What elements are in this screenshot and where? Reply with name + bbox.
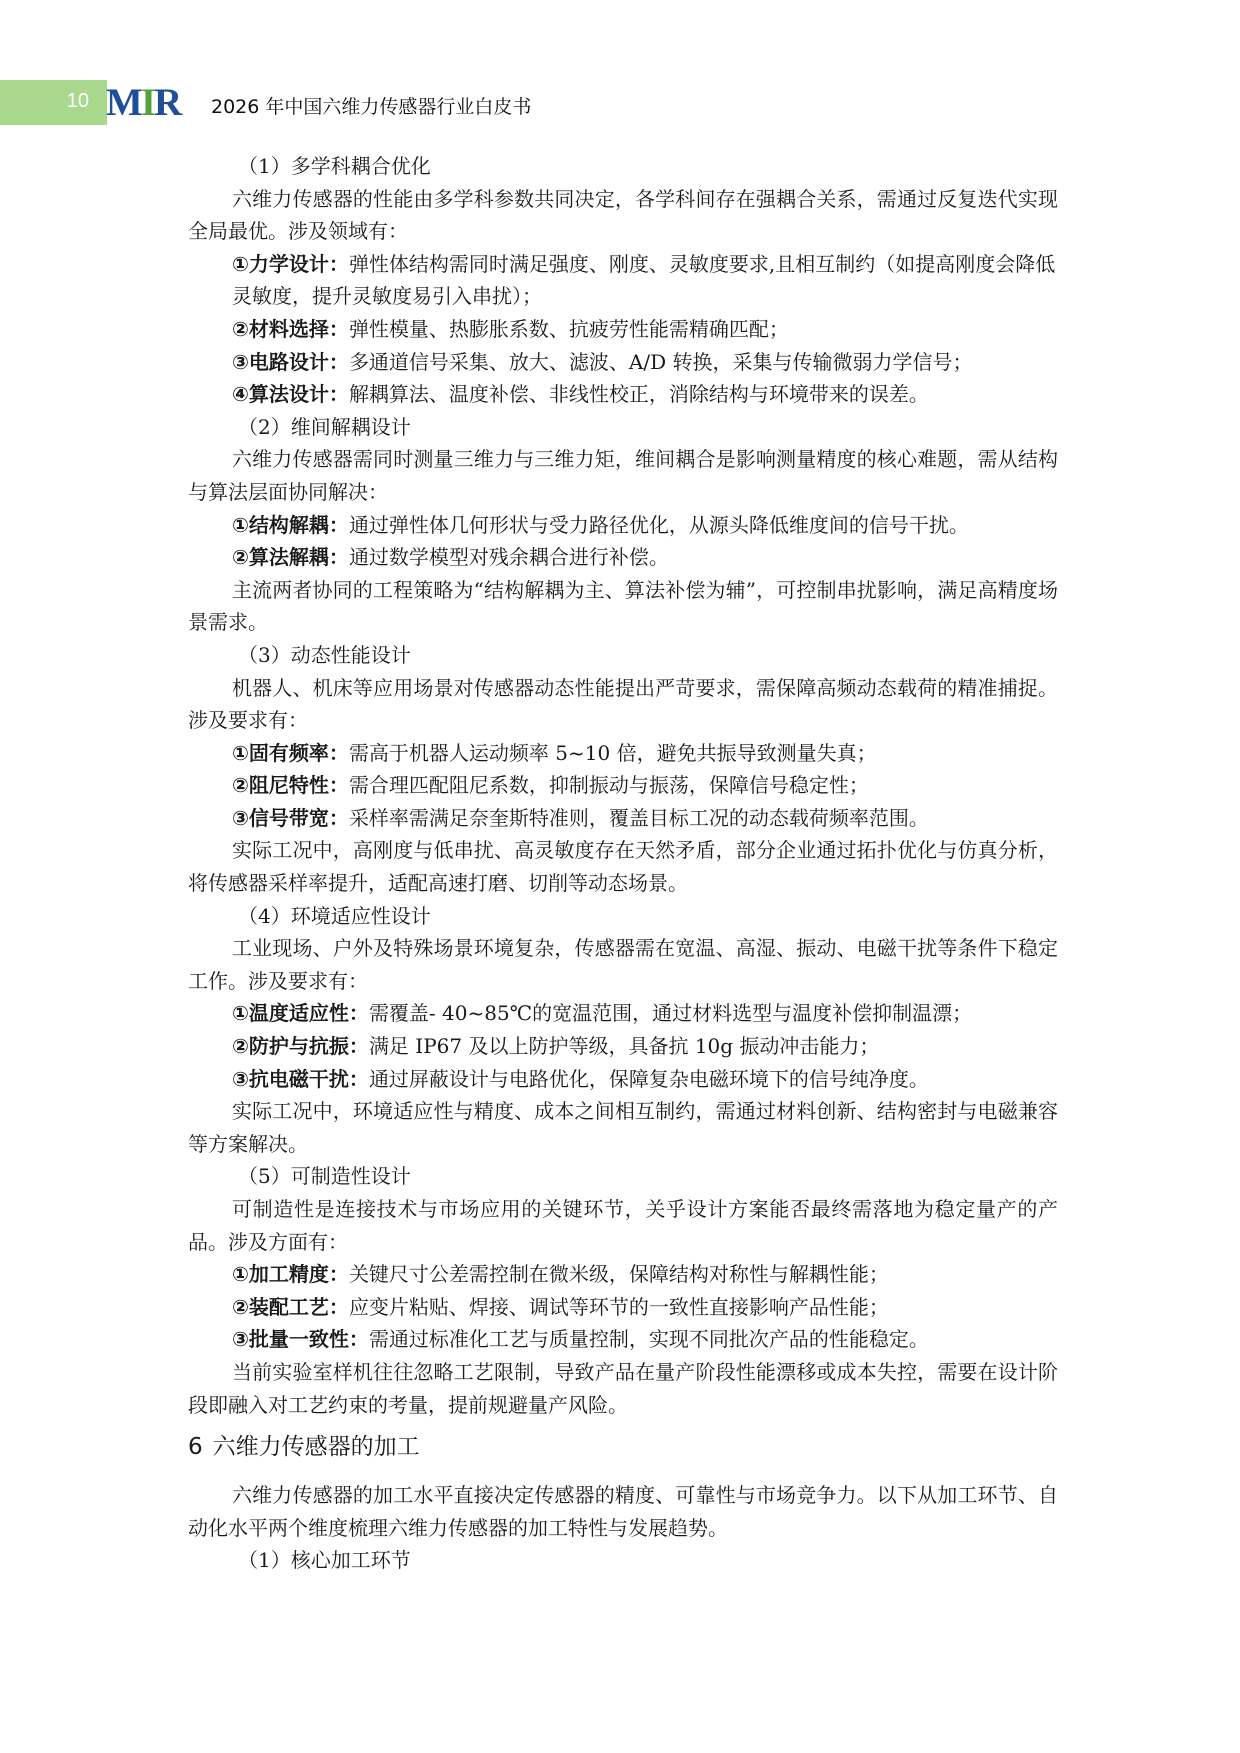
page-body: [188, 150, 1058, 1577]
item-text: 通过弹性体几何形状与受力路径优化，从源头降低维度间的信号干扰。: [348, 512, 969, 537]
list-item: [188, 378, 1058, 411]
paragraph: 当前实验室样机往往忽略工艺限制，导致产品在量产阶段性能漂移或成本失控，需要在设计阶段即融入对工艺约束的考量，提前规避量产风险。: [188, 1359, 1058, 1417]
item-label: ②防护与抗振：: [232, 1034, 369, 1059]
mir-logo: MIR: [106, 81, 181, 124]
item-text: 需高于机器人运动频率 5~10 倍，避免共振导致测量失真；: [348, 740, 877, 765]
item-text: 弹性体结构需同时满足强度、刚度、灵敏度要求,且相互制约（如提高刚度会降低灵敏度，提升灵敏度易引入串扰）；: [232, 251, 1056, 309]
list-item: [188, 1291, 1058, 1324]
list-item: [188, 769, 1058, 802]
item-label: ④算法设计：: [232, 382, 349, 407]
item-text: 多通道信号采集、放大、滤波、A/D 转换，采集与传输微弱力学信号；: [348, 349, 973, 374]
subsection-title: （1）核心加工环节: [238, 1548, 411, 1573]
list-item: [188, 1258, 1058, 1291]
item-text: 需合理匹配阻尼系数，抑制振动与振荡，保障信号稳定性；: [348, 773, 869, 798]
list-item: [188, 346, 1058, 379]
subsection-title: （5）可制造性设计: [238, 1164, 411, 1189]
item-label: ③批量一致性：: [232, 1327, 369, 1352]
item-text: 需通过标准化工艺与质量控制，实现不同批次产品的性能稳定。: [368, 1327, 929, 1352]
list-item: [188, 997, 1058, 1030]
document-title: 2026 年中国六维力传感器行业白皮书: [211, 96, 532, 118]
item-label: ②阻尼特性：: [232, 773, 349, 798]
paragraph: 六维力传感器的加工水平直接决定传感器的精度、可靠性与市场竞争力。以下从加工环节、自动化水平两个维度梳理六维力传感器的加工特性与发展趋势。: [188, 1483, 1058, 1540]
subsection-title: （3）动态性能设计: [238, 642, 411, 667]
paragraph: 主流两者协同的工程策略为“结构解耦为主、算法补偿为辅”，可控制串扰影响，满足高精度场景需求。: [188, 577, 1058, 635]
item-text: 采样率需满足奈奎斯特准则，覆盖目标工况的动态载荷频率范围。: [348, 805, 929, 830]
list-item: [188, 1063, 1058, 1096]
paragraph: 实际工况中，环境适应性与精度、成本之间相互制约，需通过材料创新、结构密封与电磁兼容等方案解决。: [188, 1099, 1058, 1156]
page-number-tab: [0, 80, 107, 125]
item-label: ①固有频率：: [232, 740, 349, 765]
section-number: 6: [188, 1434, 203, 1461]
paragraph: 六维力传感器需同时测量三维力与三维力矩，维间耦合是影响测量精度的核心难题，需从结构与算法层面协同解决：: [188, 447, 1058, 504]
item-text: 解耦算法、温度补偿、非线性校正，消除结构与环境带来的误差。: [348, 382, 929, 407]
item-text: 需覆盖- 40~85℃的宽温范围，通过材料选型与温度补偿抑制温漂；: [368, 1001, 973, 1026]
item-text: 通过数学模型对残余耦合进行补偿。: [348, 545, 669, 570]
item-text: 弹性模量、热膨胀系数、抗疲劳性能需精确匹配；: [348, 316, 789, 341]
item-label: ①力学设计：: [232, 251, 349, 276]
page-number: 10: [66, 90, 89, 112]
paragraph: 六维力传感器的性能由多学科参数共同决定，各学科间存在强耦合关系，需通过反复迭代实现全局最优。涉及领域有：: [188, 186, 1058, 244]
item-text: 关键尺寸公差需控制在微米级，保障结构对称性与解耦性能；: [348, 1262, 889, 1287]
paragraph: 可制造性是连接技术与市场应用的关键环节，关乎设计方案能否最终需落地为稳定量产的产品。涉及方面有：: [188, 1197, 1058, 1254]
item-text: 应变片粘贴、焊接、调试等环节的一致性直接影响产品性能；: [348, 1294, 889, 1319]
item-label: ①结构解耦：: [232, 512, 349, 537]
item-label: ③电路设计：: [232, 349, 349, 374]
subsection-title: （1）多学科耦合优化: [238, 154, 431, 178]
item-label: ③抗电磁干扰：: [232, 1066, 369, 1091]
paragraph: 机器人、机床等应用场景对传感器动态性能提出严苛要求，需保障高频动态载荷的精准捕捉。涉及要求有：: [188, 675, 1058, 733]
section-title: 六维力传感器的加工: [212, 1434, 420, 1461]
page-header: [0, 80, 1240, 125]
subsection-title: （4）环境适应性设计: [238, 903, 431, 928]
paragraph: 实际工况中，高刚度与低串扰、高灵敏度存在天然矛盾，部分企业通过拓扑优化与仿真分析，将传感器采样率提升，适配高速打磨、切削等动态场景。: [188, 838, 1058, 896]
paragraph: 工业现场、户外及特殊场景环境复杂，传感器需在宽温、高湿、振动、电磁干扰等条件下稳定工作。涉及要求有：: [188, 936, 1058, 993]
item-label: ②装配工艺：: [232, 1294, 349, 1319]
list-item: [188, 541, 1058, 574]
item-label: ③信号带宽：: [232, 805, 349, 830]
list-item: [188, 509, 1058, 542]
item-label: ②材料选择：: [232, 316, 349, 341]
list-item: [188, 1030, 1058, 1063]
item-label: ①加工精度：: [232, 1262, 349, 1287]
list-item: [188, 313, 1058, 346]
subsection-title: （2）维间解耦设计: [238, 414, 411, 439]
item-label: ①温度适应性：: [232, 1001, 369, 1026]
item-text: 满足 IP67 及以上防护等级，具备抗 10g 振动冲击能力；: [368, 1034, 880, 1059]
item-label: ②算法解耦：: [232, 545, 349, 570]
list-item: [188, 802, 1058, 835]
list-item: [188, 737, 1058, 770]
list-item: [188, 248, 1058, 313]
item-text: 通过屏蔽设计与电路优化，保障复杂电磁环境下的信号纯净度。: [368, 1066, 929, 1091]
section-heading: [188, 1429, 1058, 1465]
list-item: [188, 1323, 1058, 1356]
